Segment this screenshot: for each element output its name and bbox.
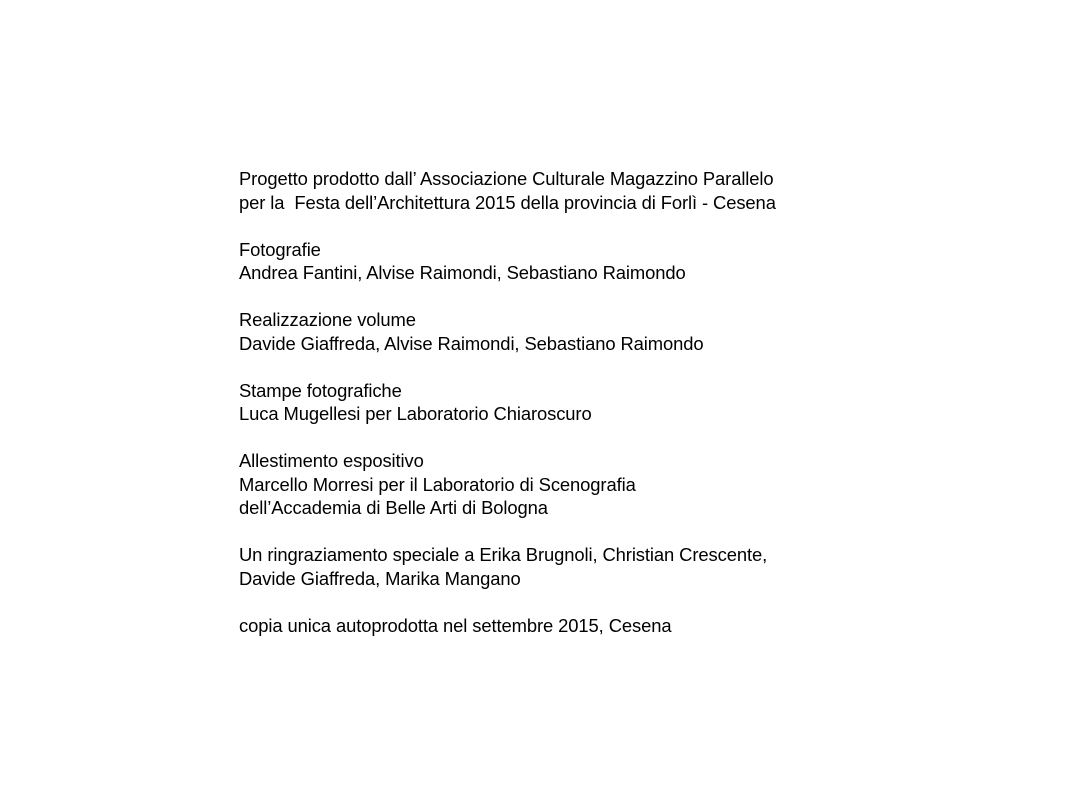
exhibition-heading: Allestimento espositivo bbox=[239, 450, 424, 471]
volume-names: Davide Giaffreda, Alvise Raimondi, Sebastiano Raimondo bbox=[239, 332, 704, 354]
photography-names: Andrea Fantini, Alvise Raimondi, Sebastiano Raimondo bbox=[239, 262, 686, 283]
spacer bbox=[239, 426, 939, 450]
thanks-line-1: Un ringraziamento speciale a Erika Brugnoli, Christian Crescente, bbox=[239, 544, 768, 565]
intro-line-1: Progetto prodotto dall’ Associazione Culturale Magazzino Parallelo bbox=[239, 168, 774, 189]
volume-heading: Realizzazione volume bbox=[239, 309, 416, 330]
thanks-line-2: Davide Giaffreda, Marika Mangano bbox=[239, 567, 521, 589]
spacer bbox=[239, 285, 939, 309]
exhibition-line-1: Marcello Morresi per il Laboratorio di Scenografia bbox=[239, 473, 636, 495]
intro-line-2: per la Festa dell’Architettura 2015 della provincia di Forlì - Cesena bbox=[239, 191, 776, 213]
colophon-text-block bbox=[239, 167, 939, 637]
spacer bbox=[239, 520, 939, 544]
spacer bbox=[239, 590, 939, 614]
prints-heading: Stampe fotografiche bbox=[239, 379, 402, 401]
photography-heading: Fotografie bbox=[239, 238, 321, 260]
exhibition-line-2: dell’Accademia di Belle Arti di Bologna bbox=[239, 497, 548, 518]
prints-names: Luca Mugellesi per Laboratorio Chiaroscuro bbox=[239, 403, 592, 424]
edition-note: copia unica autoprodotta nel settembre 2015, Cesena bbox=[239, 614, 672, 636]
spacer bbox=[239, 214, 939, 238]
spacer bbox=[239, 355, 939, 379]
